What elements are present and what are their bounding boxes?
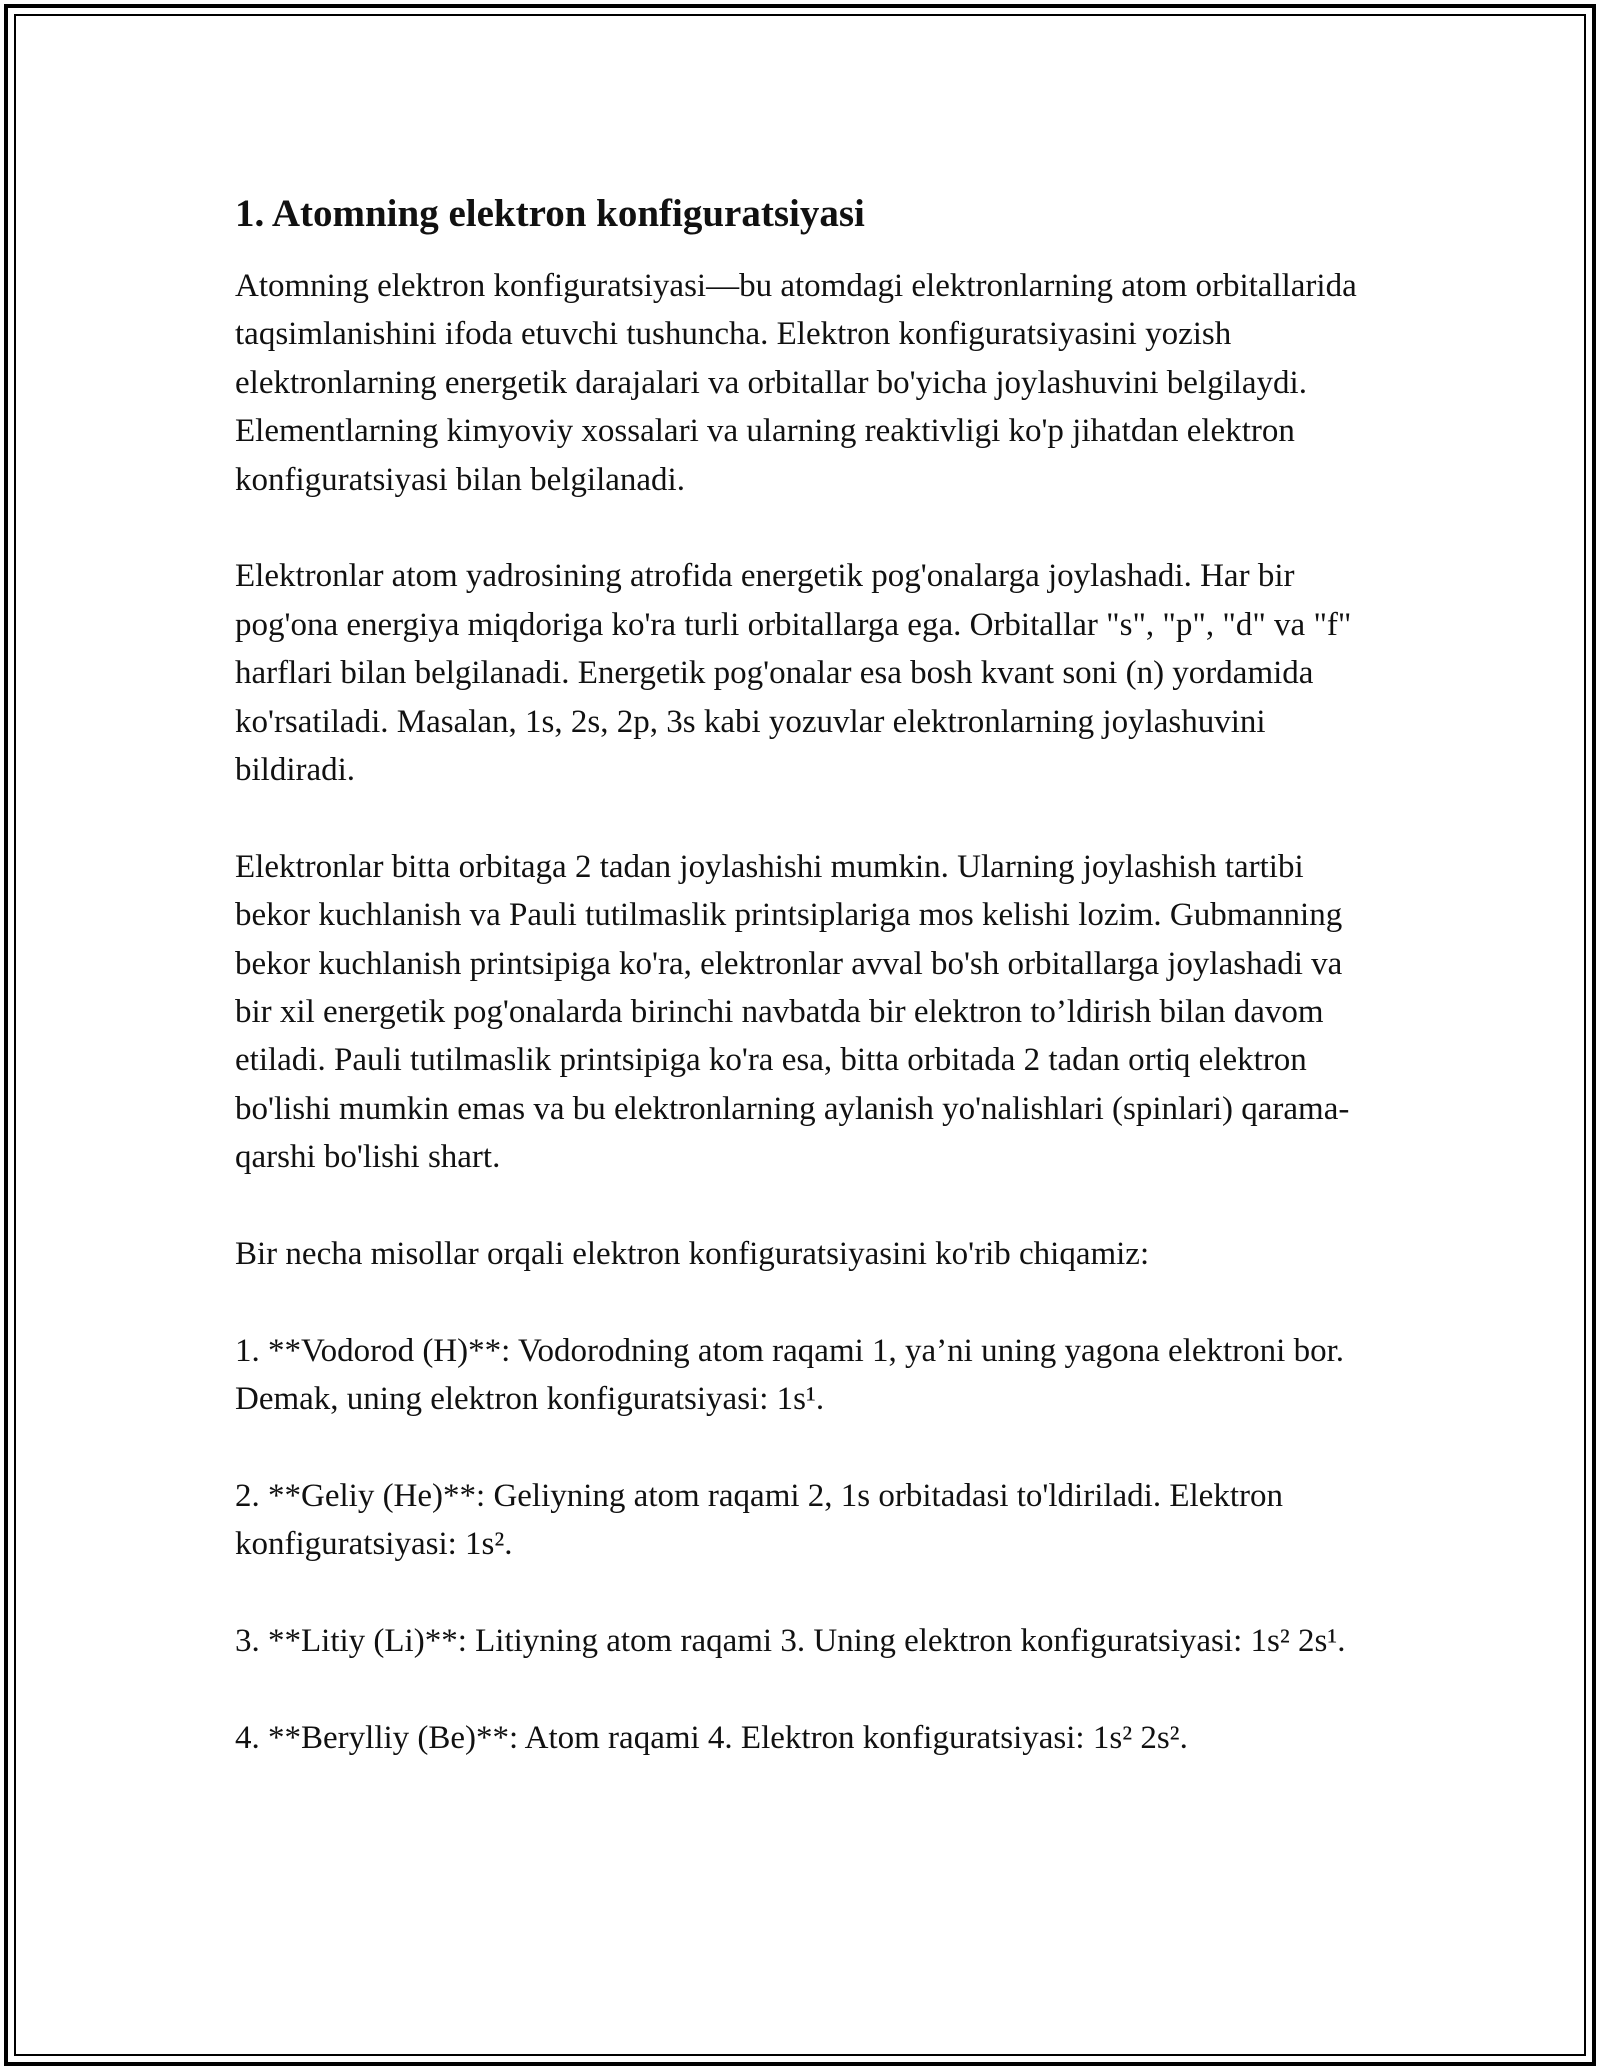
document-title: 1. Atomning elektron konfiguratsiyasi — [235, 192, 865, 235]
paragraph-principles: Elektronlar bitta orbitaga 2 tadan joylashishi mumkin. Ularning joylashish tartibi bekor kuchlanish va Pauli tutilmaslik printsiplariga mos kelishi lozim. Gubmanning bekor kuchlanish printsipiga ko'ra, elektronlar avval bo'sh orbitallarga joylashadi va bir xil energetik pog'onalarda birinchi navbatda bir elektron to’ldirish bilan davom etiladi. Pauli tutilmaslik printsipiga ko'ra esa, bitta orbitada 2 tadan ortiq elektron bo'lishi mumkin emas va bu elektronlarning aylanish yo'nalishlari (spinlari) qarama-qarshi bo'lishi shart. — [235, 848, 1350, 1176]
paragraph-spacer — [235, 1278, 1375, 1326]
paragraph-spacer — [235, 1424, 1375, 1472]
paragraph-spacer — [235, 504, 1375, 552]
paragraph-definition: Atomning elektron konfiguratsiyasi—bu atomdagi elektronlarning atom orbitallarida taqsimlanishini ifoda etuvchi tushuncha. Elektron konfiguratsiyasini yozish elektronlarning energetik darajalari va orbitallar bo'yicha joylashuvini belgilaydi. Elementlarning kimyoviy xossalari va ularning reaktivligi ko'p jihatdan elektron konfiguratsiyasi bilan belgilanadi. — [235, 268, 1357, 498]
paragraph-spacer — [235, 1569, 1375, 1617]
paragraph-energy-levels: Elektronlar atom yadrosining atrofida energetik pog'onalarga joylashadi. Har bir pog'ona energiya miqdoriga ko'ra turli orbitallarga ega. Orbitallar "s", "p", "d" va "f" harflari bilan belgilanadi. Energetik pog'onalar esa bosh kvant soni (n) yordamida ko'rsatiladi. Masalan, 1s, 2s, 2p, 3s kabi yozuvlar elektronlarning joylashuvini bildiradi. — [235, 558, 1352, 789]
paragraph-spacer — [235, 1666, 1375, 1714]
example-helium: 2. **Geliy (He)**: Geliyning atom raqami 2, 1s orbitadasi to'ldiriladi. Elektron konfiguratsiyasi: 1s². — [235, 1478, 1283, 1563]
example-lithium: 3. **Litiy (Li)**: Litiyning atom raqami 3. Uning elektron konfiguratsiyasi: 1s² 2s¹. — [235, 1623, 1346, 1660]
example-beryllium: 4. **Berylliy (Be)**: Atom raqami 4. Elektron konfiguratsiyasi: 1s² 2s². — [235, 1720, 1188, 1757]
paragraph-examples-intro: Bir necha misollar orqali elektron konfiguratsiyasini ko'rib chiqamiz: — [235, 1236, 1150, 1273]
paragraph-spacer — [235, 1182, 1375, 1230]
document-body — [235, 188, 1375, 1762]
example-hydrogen: 1. **Vodorod (H)**: Vodorodning atom raqami 1, ya’ni uning yagona elektroni bor. Demak, uning elektron konfiguratsiyasi: 1s¹. — [235, 1332, 1345, 1418]
paragraph-spacer — [235, 794, 1375, 842]
